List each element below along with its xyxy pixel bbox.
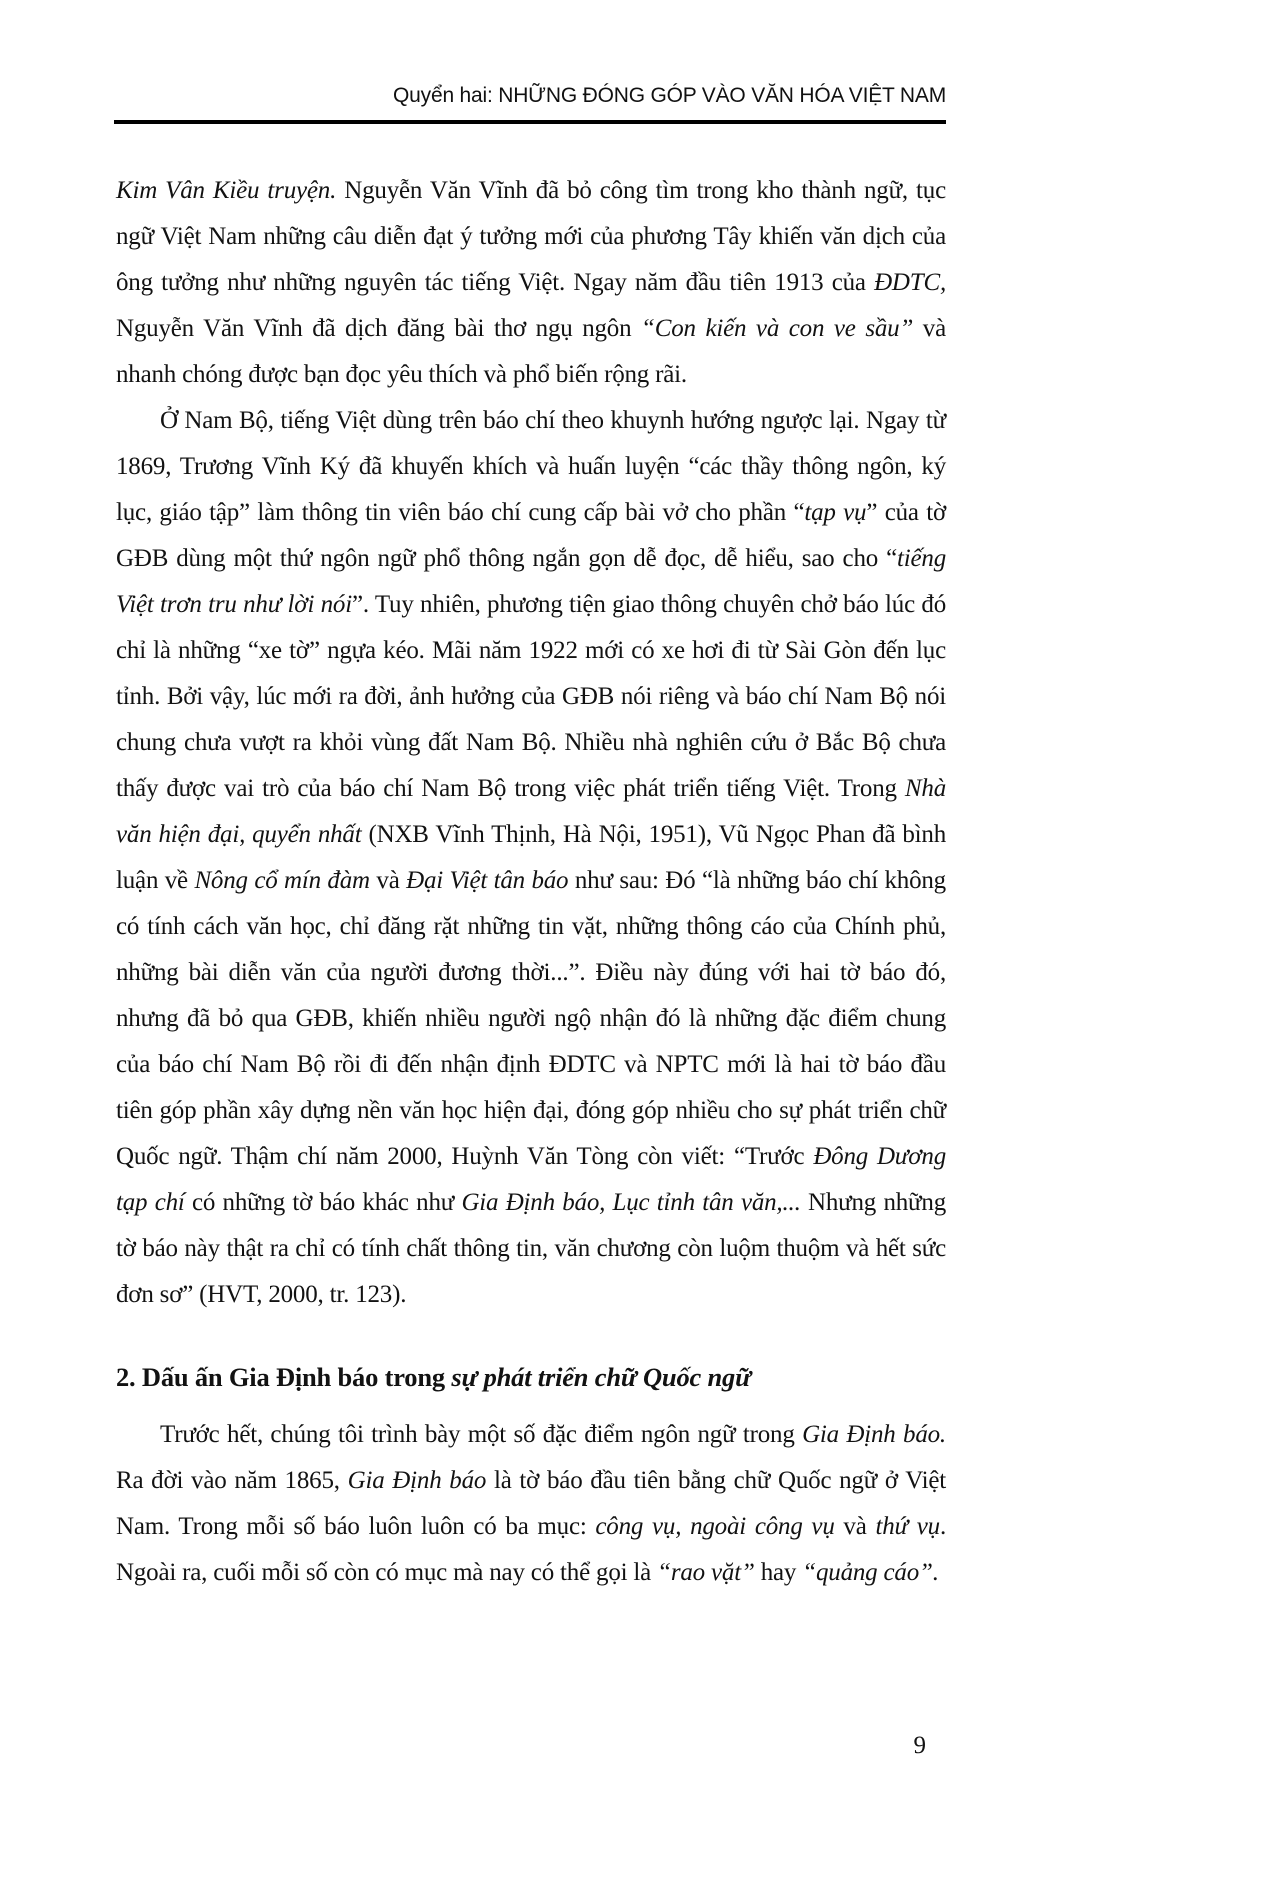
text-segment: Nhưng những tờ báo này thật ra chỉ có tính chất thông tin, văn chương còn luộm thuộm và hết sức đơn sơ” (HVT, 2000, tr. 123). [116, 1189, 946, 1308]
text-segment: Nguyễn Văn Vĩnh đã bỏ công tìm trong kho thành ngữ, tục ngữ Việt Nam những câu diễn đạt ý tưởng mới của phương Tây khiến văn dịch của ông tưởng như những nguyên tác tiếng Việt. Ngay năm đầu tiên 1913 của [116, 177, 947, 296]
text-segment: là tờ báo đầu tiên bằng chữ Quốc ngữ ở Việt Nam. Trong mỗi số báo luôn luôn có ba mục: [116, 1467, 946, 1540]
text-segment: Trước hết, chúng tôi trình bày một số đặc điểm ngôn ngữ trong [160, 1421, 803, 1448]
italic-text-segment: Gia Định báo, Lục tỉnh tân văn,... [461, 1189, 801, 1216]
italic-text-segment: công vụ, ngoài công vụ [595, 1513, 835, 1540]
italic-text-segment: tạp vụ [804, 499, 867, 526]
italic-text-segment: ĐDTC, [874, 269, 946, 296]
italic-text-segment: Gia Định báo. [802, 1421, 946, 1448]
italic-text-segment: thứ vụ [875, 1513, 940, 1540]
italic-text-segment: sự phát triển chữ Quốc ngữ [451, 1362, 751, 1392]
italic-text-segment: Đại Việt tân báo [406, 867, 569, 894]
text-segment: (NXB Vĩnh Thịnh, Hà Nội, 1951), Vũ Ngọc Phan đã bình luận về [116, 821, 946, 894]
page-body [116, 168, 946, 1596]
italic-text-segment: “Con kiến và con ve sầu” [641, 315, 914, 342]
text-segment: Ở Nam Bộ, tiếng Việt dùng trên báo chí theo khuynh hướng ngược lại. Ngay từ 1869, Trương Vĩnh Ký đã khuyến khích và huấn luyện “các thầy thông ngôn, ký lục, giáo tập” làm thông tin viên báo chí cung cấp bài vở cho phần “ [116, 407, 946, 526]
text-segment: và [369, 867, 407, 894]
page-number: 9 [913, 1732, 926, 1759]
text-segment: Nguyễn Văn Vĩnh đã dịch đăng bài thơ ngụ ngôn [116, 315, 642, 342]
text-segment: như sau: Đó “là những báo chí không có tính cách văn học, chỉ đăng rặt những tin vặt, những thông cáo của Chính phủ, những bài diễn văn của người đương thời...”. Điều này đúng với hai tờ báo đó, nhưng đã bỏ qua GĐB, khiến nhiều người ngộ nhận đó là những đặc điểm chung của báo chí Nam Bộ rồi đi đến nhận định ĐDTC và NPTC mới là hai tờ báo đầu tiên góp phần xây dựng nền văn học hiện đại, đóng góp nhiều cho sự phát triển chữ Quốc ngữ. Thậm chí năm 2000, Huỳnh Văn Tòng còn viết: “Trước [116, 867, 946, 1170]
italic-text-segment: “rao vặt” [657, 1559, 755, 1586]
italic-text-segment: Kim Vân Kiều truyện. [116, 177, 337, 204]
italic-text-segment: “quảng cáo”. [802, 1559, 939, 1586]
text-segment: Ra đời vào năm 1865, [116, 1467, 348, 1494]
text-segment: và [834, 1513, 876, 1540]
body-paragraph [116, 398, 946, 1318]
text-segment: ”. Tuy nhiên, phương tiện giao thông chuyên chở báo lúc đó chỉ là những “xe tờ” ngựa kéo. Mãi năm 1922 mới có xe hơi đi từ Sài Gòn đến lục tỉnh. Bởi vậy, lúc mới ra đời, ảnh hưởng của GĐB nói riêng và báo chí Nam Bộ nói chung chưa vượt ra khỏi vùng đất Nam Bộ. Nhiều nhà nghiên cứu ở Bắc Bộ chưa thấy được vai trò của báo chí Nam Bộ trong việc phát triển tiếng Việt. Trong [116, 591, 946, 802]
italic-text-segment: Nhà văn hiện đại, quyển nhất [116, 775, 946, 848]
italic-text-segment: tiếng Việt trơn tru như lời nói [116, 545, 946, 618]
header-rule [114, 120, 946, 124]
text-segment: và nhanh chóng được bạn đọc yêu thích và phổ biến rộng rãi. [116, 315, 947, 388]
text-segment: 2. Dấu ấn Gia Định báo trong [116, 1362, 452, 1392]
italic-text-segment: Gia Định báo [347, 1467, 487, 1494]
text-segment: hay [754, 1559, 803, 1586]
text-segment: có những tờ báo khác như [184, 1189, 462, 1216]
italic-text-segment: Nông cổ mín đàm [194, 867, 370, 894]
running-header: Quyển hai: NHỮNG ĐÓNG GÓP VÀO VĂN HÓA VIỆT NAM [393, 84, 946, 107]
text-segment: ” của tờ GĐB dùng một thứ ngôn ngữ phổ thông ngắn gọn dễ đọc, dễ hiểu, sao cho “ [116, 499, 947, 572]
text-segment: . Ngoài ra, cuối mỗi số còn có mục mà nay có thể gọi là [116, 1513, 947, 1586]
body-paragraph [116, 1412, 946, 1596]
section-heading [116, 1354, 946, 1400]
italic-text-segment: Đông Dương tạp chí [116, 1143, 946, 1216]
body-paragraph [116, 168, 946, 398]
